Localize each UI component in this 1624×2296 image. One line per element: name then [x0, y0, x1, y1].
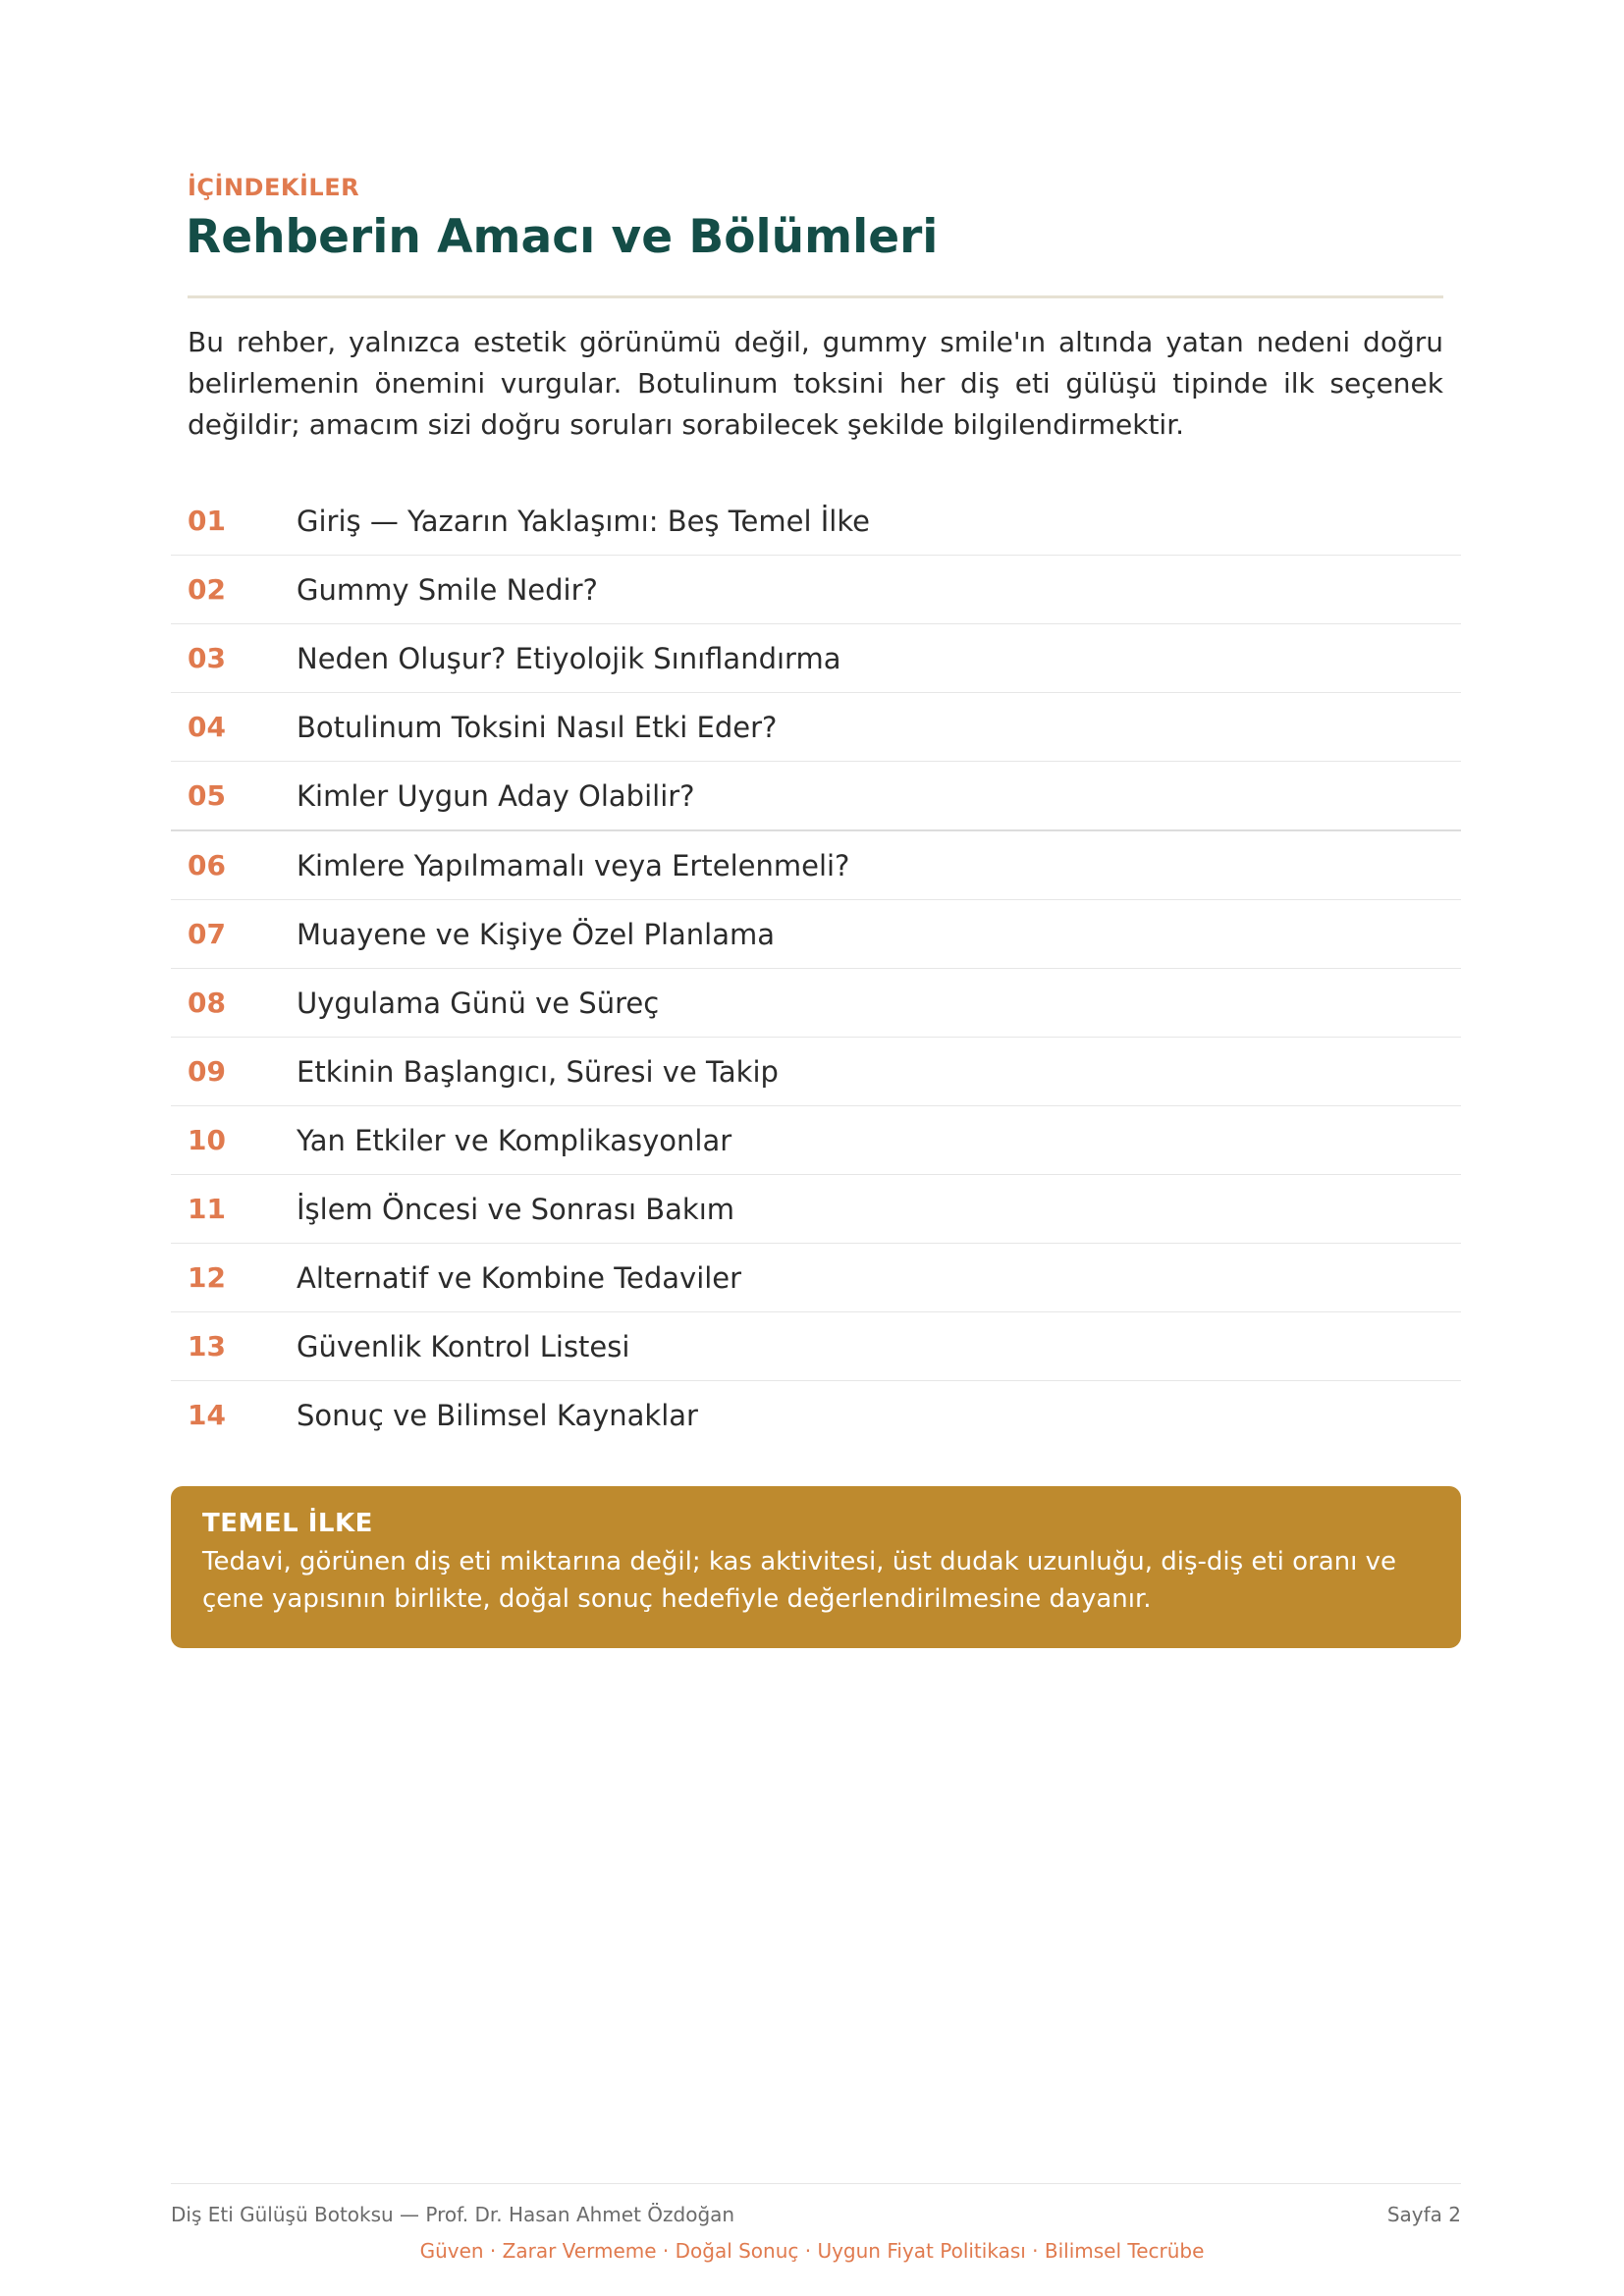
toc-item-label: Muayene ve Kişiye Özel Planlama — [297, 917, 776, 951]
toc-item-number: 01 — [188, 505, 226, 537]
intro-paragraph: Bu rehber, yalnızca estetik görünümü değil, gummy smile'ın altında yatan nedeni doğru belirlemenin önemini vurgular. Botulinum toksini her diş eti gülüşü tipinde ilk seçenek değildir; amacım sizi doğru soruları sorabilecek şekilde bilgilendirmektir. — [188, 326, 1443, 441]
toc-item-label: Alternatif ve Kombine Tedaviler — [297, 1260, 742, 1295]
section-eyebrow: İÇİNDEKİLER — [188, 174, 360, 201]
toc-item-label: Kimler Uygun Aday Olabilir? — [297, 778, 695, 813]
toc-item-number: 11 — [188, 1193, 226, 1225]
toc-item[interactable] — [171, 831, 1461, 900]
footer-document-title: Diş Eti Gülüşü Botoksu — Prof. Dr. Hasan Ahmet Özdoğan — [171, 2203, 735, 2226]
toc-item-number: 05 — [188, 779, 226, 812]
toc-item-number: 04 — [188, 711, 226, 743]
toc-item-label: Neden Oluşur? Etiyolojik Sınıflandırma — [297, 641, 841, 675]
toc-item-number: 09 — [188, 1055, 226, 1088]
toc-item[interactable] — [171, 1312, 1461, 1381]
toc-item[interactable] — [171, 624, 1461, 693]
toc-item[interactable] — [171, 762, 1461, 831]
toc-item-number: 03 — [188, 642, 226, 674]
toc-item-label: Etkinin Başlangıcı, Süresi ve Takip — [297, 1054, 779, 1089]
page-number: Sayfa 2 — [1386, 2203, 1461, 2226]
toc-item-label: Yan Etkiler ve Komplikasyonlar — [297, 1123, 732, 1157]
toc-item[interactable] — [171, 969, 1461, 1038]
toc-item[interactable] — [171, 1244, 1461, 1312]
principle-callout — [171, 1486, 1461, 1648]
toc-item-label: Botulinum Toksini Nasıl Etki Eder? — [297, 710, 778, 744]
toc-item-label: Güvenlik Kontrol Listesi — [297, 1329, 630, 1363]
toc-item-label: Sonuç ve Bilimsel Kaynaklar — [297, 1398, 698, 1432]
toc-item[interactable] — [171, 693, 1461, 762]
title-divider — [188, 295, 1443, 298]
toc-item-label: Kimlere Yapılmamalı veya Ertelenmeli? — [297, 848, 850, 882]
toc-item-label: Gummy Smile Nedir? — [297, 572, 598, 607]
toc-item-number: 07 — [188, 918, 226, 950]
toc-item-number: 14 — [188, 1399, 226, 1431]
toc-item-label: Uygulama Günü ve Süreç — [297, 986, 660, 1020]
table-of-contents — [171, 487, 1461, 1449]
toc-item-number: 02 — [188, 573, 226, 606]
footer-divider — [171, 2183, 1461, 2184]
callout-title: TEMEL İLKE — [202, 1509, 373, 1538]
page-title: Rehberin Amacı ve Bölümleri — [186, 210, 939, 264]
toc-item[interactable] — [171, 1038, 1461, 1106]
toc-item-number: 08 — [188, 987, 226, 1019]
toc-item-number: 06 — [188, 849, 226, 881]
toc-item-label: İşlem Öncesi ve Sonrası Bakım — [297, 1192, 735, 1226]
toc-item[interactable] — [171, 1175, 1461, 1244]
toc-item-label: Giriş — Yazarın Yaklaşımı: Beş Temel İlke — [297, 504, 870, 538]
toc-item[interactable] — [171, 487, 1461, 556]
toc-item-number: 10 — [188, 1124, 226, 1156]
callout-text: Tedavi, görünen diş eti miktarına değil; kas aktivitesi, üst dudak uzunluğu, diş-diş eti oranı ve çene yapısının birlikte, doğal sonuç hedefiyle değerlendirilmesine dayanır. — [202, 1547, 1396, 1614]
toc-item-number: 12 — [188, 1261, 226, 1294]
toc-item-number: 13 — [188, 1330, 226, 1362]
toc-item[interactable] — [171, 556, 1461, 624]
toc-item[interactable] — [171, 900, 1461, 969]
toc-item[interactable] — [171, 1106, 1461, 1175]
footer-tagline: Güven · Zarar Vermeme · Doğal Sonuç · Uygun Fiyat Politikası · Bilimsel Tecrübe — [419, 2239, 1205, 2263]
toc-item[interactable] — [171, 1381, 1461, 1449]
